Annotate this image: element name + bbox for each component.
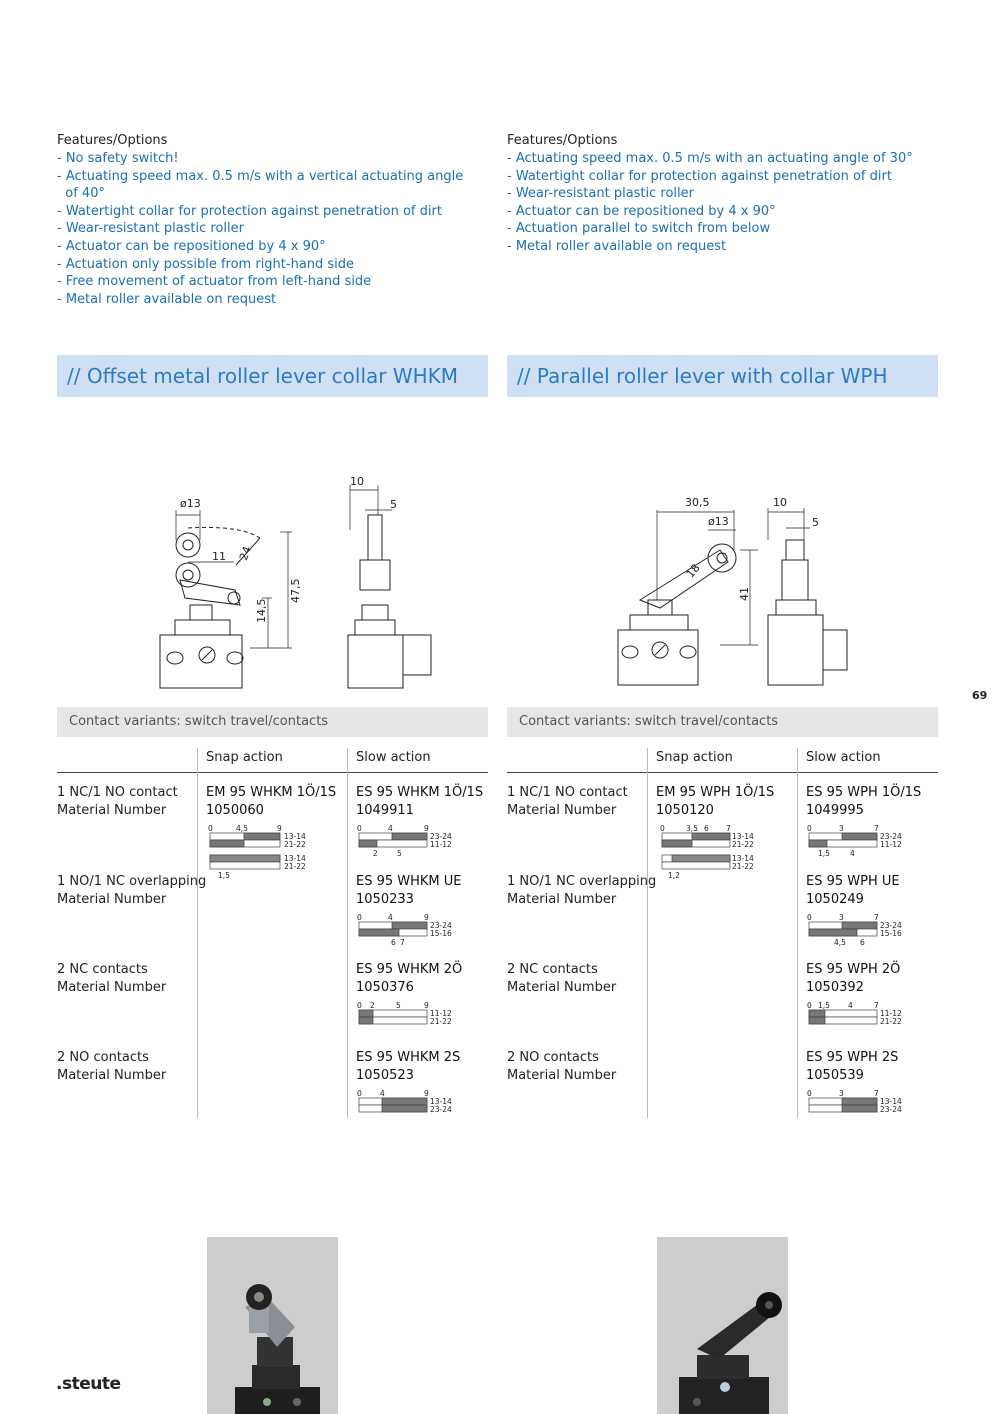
right-section-banner: // Parallel roller lever with collar WPH (507, 355, 938, 397)
svg-text:0: 0 (807, 1089, 812, 1098)
svg-text:0: 0 (660, 824, 665, 833)
switching-diagram (804, 822, 916, 858)
svg-text:23-24: 23-24 (880, 1105, 902, 1114)
feature-item: - Watertight collar for protection against penetration of dirt (507, 168, 892, 184)
right-col-slow: Slow action (806, 750, 881, 765)
svg-text:13-14: 13-14 (880, 1097, 902, 1106)
right-col-snap: Snap action (656, 750, 733, 765)
svg-text:13-14: 13-14 (430, 1097, 452, 1106)
svg-text:9: 9 (424, 913, 429, 922)
svg-text:0: 0 (357, 824, 362, 833)
slow-product: ES 95 WPH 1Ö/1S 1049995 (806, 785, 922, 818)
switching-diagram (354, 1087, 466, 1115)
table-rule (57, 772, 488, 773)
dim-label: 11 (212, 550, 226, 563)
snap-product: EM 95 WPH 1Ö/1S 1050120 (656, 785, 775, 818)
svg-text:7: 7 (874, 824, 879, 833)
svg-text:21-22: 21-22 (880, 1017, 902, 1026)
svg-text:9: 9 (277, 824, 282, 833)
product-photo (657, 1237, 788, 1414)
switching-diagram (804, 999, 916, 1027)
feature-item: - No safety switch! (57, 151, 179, 166)
svg-text:13-14: 13-14 (732, 832, 754, 841)
slow-product: ES 95 WHKM 2S 1050523 (356, 1050, 461, 1083)
svg-text:7: 7 (874, 1001, 879, 1010)
svg-text:11-12: 11-12 (430, 1009, 452, 1018)
svg-text:7: 7 (874, 913, 879, 922)
svg-text:6: 6 (704, 824, 709, 833)
svg-text:15-16: 15-16 (880, 929, 902, 938)
svg-text:23-24: 23-24 (430, 832, 452, 841)
switching-diagram (354, 999, 466, 1027)
svg-text:4: 4 (388, 824, 393, 833)
svg-text:0: 0 (357, 1089, 362, 1098)
feature-item: - Metal roller available on request (507, 238, 727, 254)
row-label: 1 NC/1 NO contact Material Number (57, 785, 178, 818)
svg-text:9: 9 (424, 1001, 429, 1010)
svg-text:23-24: 23-24 (880, 832, 902, 841)
svg-text:0: 0 (807, 824, 812, 833)
svg-text:21-22: 21-22 (284, 862, 306, 871)
svg-text:1,5: 1,5 (818, 1001, 830, 1010)
svg-text:3: 3 (839, 1089, 844, 1098)
svg-text:4: 4 (850, 849, 855, 858)
dim-label: ø13 (180, 497, 201, 510)
svg-text:7: 7 (726, 824, 731, 833)
svg-text:13-14: 13-14 (732, 854, 754, 863)
feature-item: - Actuating speed max. 0.5 m/s with an actuating angle of 30° (507, 151, 913, 166)
left-features-title: Features/Options (57, 133, 168, 148)
left-features (57, 133, 463, 308)
row-label: 2 NC contacts Material Number (57, 962, 167, 995)
slow-product: ES 95 WPH 2Ö 1050392 (806, 962, 901, 995)
svg-text:4,5: 4,5 (236, 824, 248, 833)
svg-text:21-22: 21-22 (732, 840, 754, 849)
dim-label: ø13 (708, 515, 729, 528)
slow-product: ES 95 WPH 2S 1050539 (806, 1050, 899, 1083)
dim-label: 41 (738, 587, 751, 601)
svg-text:6: 6 (391, 938, 396, 947)
svg-text:4: 4 (380, 1089, 385, 1098)
svg-text:11-12: 11-12 (430, 840, 452, 849)
feature-item: - Actuation only possible from right-hand side (57, 256, 355, 272)
left-technical-drawing (150, 470, 450, 695)
switching-diagram (656, 822, 768, 880)
svg-text:11-12: 11-12 (880, 840, 902, 849)
page-number: 69 (972, 689, 988, 702)
row-label: 1 NC/1 NO contact Material Number (507, 785, 628, 818)
svg-text:21-22: 21-22 (430, 1017, 452, 1026)
dim-label: 10 (773, 496, 787, 509)
svg-text:3: 3 (839, 824, 844, 833)
right-features (507, 133, 913, 256)
svg-text:21-22: 21-22 (284, 840, 306, 849)
feature-item: of 40° (57, 186, 105, 202)
switching-diagram (804, 1087, 916, 1115)
svg-text:23-24: 23-24 (430, 921, 452, 930)
row-label: 2 NO contacts Material Number (507, 1050, 617, 1083)
switching-diagram (204, 822, 316, 880)
svg-text:4: 4 (848, 1001, 853, 1010)
column-divider (197, 748, 198, 1118)
dim-label: 5 (812, 516, 819, 529)
svg-text:2: 2 (370, 1001, 375, 1010)
svg-text:3,5: 3,5 (686, 824, 698, 833)
left-col-snap: Snap action (206, 750, 283, 765)
svg-text:1,5: 1,5 (818, 849, 830, 858)
feature-item: - Actuator can be repositioned by 4 x 90° (57, 238, 326, 254)
slow-product: ES 95 WPH UE 1050249 (806, 874, 900, 907)
column-divider (647, 748, 648, 1118)
right-contact-header: Contact variants: switch travel/contacts (507, 707, 938, 737)
row-label: 1 NO/1 NC overlapping Material Number (507, 874, 657, 907)
feature-item: - Actuator can be repositioned by 4 x 90° (507, 203, 776, 219)
dim-label: 14,5 (255, 598, 268, 623)
svg-text:13-14: 13-14 (284, 854, 306, 863)
feature-item: - Free movement of actuator from left-hand side (57, 274, 372, 290)
row-label: 2 NC contacts Material Number (507, 962, 617, 995)
steute-logo: .steute (56, 1374, 121, 1394)
dim-label: 10 (350, 475, 364, 488)
svg-text:6: 6 (860, 938, 865, 947)
feature-item: - Actuating speed max. 0.5 m/s with a vertical actuating angle (57, 168, 464, 184)
switching-diagram (354, 911, 466, 947)
dim-label: 47,5 (289, 578, 302, 603)
svg-text:23-24: 23-24 (880, 921, 902, 930)
left-col-slow: Slow action (356, 750, 431, 765)
svg-text:7: 7 (874, 1089, 879, 1098)
switching-diagram (804, 911, 916, 947)
left-section-banner: // Offset metal roller lever collar WHKM (57, 355, 488, 397)
row-label: 1 NO/1 NC overlapping Material Number (57, 874, 207, 907)
feature-item: - Watertight collar for protection against penetration of dirt (57, 203, 442, 219)
svg-text:11-12: 11-12 (880, 1009, 902, 1018)
svg-text:0: 0 (807, 913, 812, 922)
slow-product: ES 95 WHKM 2Ö 1050376 (356, 962, 463, 995)
svg-text:0: 0 (357, 1001, 362, 1010)
svg-text:1,2: 1,2 (668, 871, 680, 880)
table-rule (507, 772, 938, 773)
column-divider (347, 748, 348, 1118)
svg-text:9: 9 (424, 1089, 429, 1098)
slow-product: ES 95 WHKM 1Ö/1S 1049911 (356, 785, 484, 818)
left-contact-header: Contact variants: switch travel/contacts (57, 707, 488, 737)
svg-text:21-22: 21-22 (732, 862, 754, 871)
svg-text:0: 0 (807, 1001, 812, 1010)
svg-text:7: 7 (400, 938, 405, 947)
svg-text:5: 5 (397, 849, 402, 858)
feature-item: - Metal roller available on request (57, 291, 277, 307)
svg-text:4,5: 4,5 (834, 938, 846, 947)
right-features-title: Features/Options (507, 133, 618, 148)
feature-item: - Wear-resistant plastic roller (57, 221, 245, 237)
svg-text:23-24: 23-24 (430, 1105, 452, 1114)
slow-product: ES 95 WHKM UE 1050233 (356, 874, 462, 907)
svg-text:3: 3 (839, 913, 844, 922)
svg-text:4: 4 (388, 913, 393, 922)
snap-product: EM 95 WHKM 1Ö/1S 1050060 (206, 785, 337, 818)
svg-text:9: 9 (424, 824, 429, 833)
feature-item: - Actuation parallel to switch from below (507, 221, 771, 237)
dim-label: 24 (236, 544, 254, 563)
svg-text:0: 0 (208, 824, 213, 833)
svg-text:1,5: 1,5 (218, 871, 230, 880)
row-label: 2 NO contacts Material Number (57, 1050, 167, 1083)
dim-label: 18 (683, 561, 703, 581)
switching-diagram (354, 822, 466, 858)
right-technical-drawing (600, 490, 870, 695)
svg-text:0: 0 (357, 913, 362, 922)
feature-item: - Wear-resistant plastic roller (507, 186, 695, 202)
column-divider (797, 748, 798, 1118)
svg-text:15-16: 15-16 (430, 929, 452, 938)
svg-text:13-14: 13-14 (284, 832, 306, 841)
svg-text:5: 5 (396, 1001, 401, 1010)
product-photo (207, 1237, 338, 1414)
svg-text:2: 2 (373, 849, 378, 858)
dim-label: 5 (390, 498, 397, 511)
dim-label: 30,5 (685, 496, 710, 509)
